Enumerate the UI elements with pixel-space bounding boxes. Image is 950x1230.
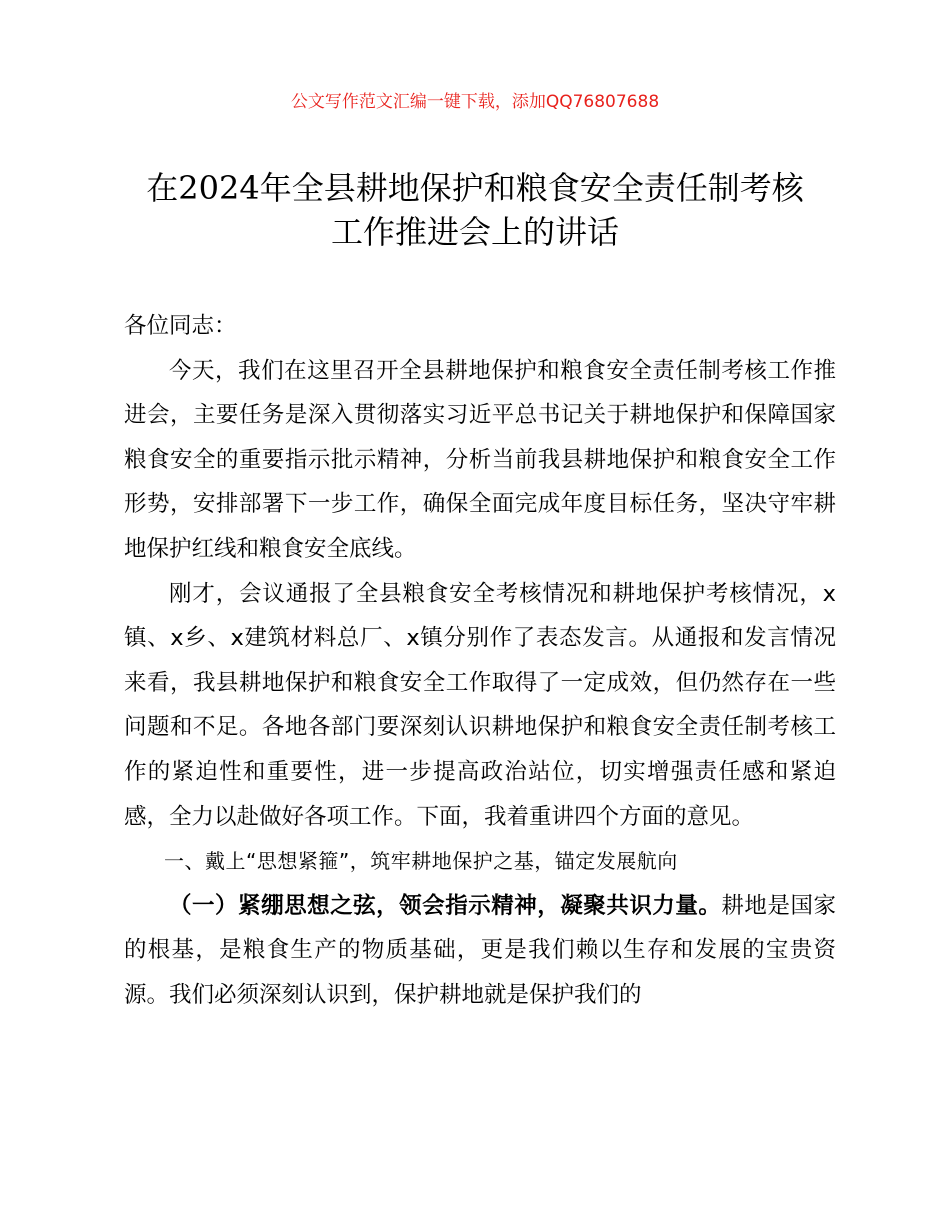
paragraph-meeting-summary: 刚才，会议通报了全县粮食安全考核情况和耕地保护考核情况，x镇、x乡、x建筑材料总厂、x镇分别作了表态发言。从通报和发言情况来看，我县耕地保护和粮食安全工作取得了一定成效，但仍然存在一些问题和不足。各地各部门要深刻认识耕地保护和粮食安全责任制考核工作的紧迫性和重要性，进一步提高政治站位，切实增强责任感和紧迫感，全力以赴做好各项工作。下面，我着重讲四个方面的意见。 (124, 580, 836, 830)
document-body (124, 304, 836, 1018)
paragraph-opening: 今天，我们在这里召开全县耕地保护和粮食安全责任制考核工作推进会，主要任务是深入贯彻落实习近平总书记关于耕地保护和保障国家粮食安全的重要指示批示精神，分析当前我县耕地保护和粮食安全工作形势，安排部署下一步工作，确保全面完成年度目标任务，坚决守牢耕地保护红线和粮食安全底线。 (124, 357, 836, 562)
subsection-1-text: 耕地是国家的根基，是粮食生产的物质基础，更是我们赖以生存和发展的宝贵资源。我们必须深刻认识到，保护耕地就是保护我们的 (124, 892, 836, 1008)
subsection-1-paragraph (124, 884, 836, 1018)
section-heading-1: 一、戴上“思想紧箍”，筑牢耕地保护之基，锚定发展航向 (164, 849, 678, 874)
document-title-line-2: 工作推进会上的讲话 (330, 213, 619, 251)
document-title-line-1: 在2024年全县耕地保护和粮食安全责任制考核 (146, 169, 804, 207)
subsection-1-heading: （一）紧绷思想之弦，领会指示精神，凝聚共识力量。 (169, 892, 722, 919)
download-banner: 公文写作范文汇编一键下载，添加QQ76807688 (290, 92, 660, 112)
salutation: 各位同志： (124, 313, 237, 339)
document-title (60, 166, 890, 254)
